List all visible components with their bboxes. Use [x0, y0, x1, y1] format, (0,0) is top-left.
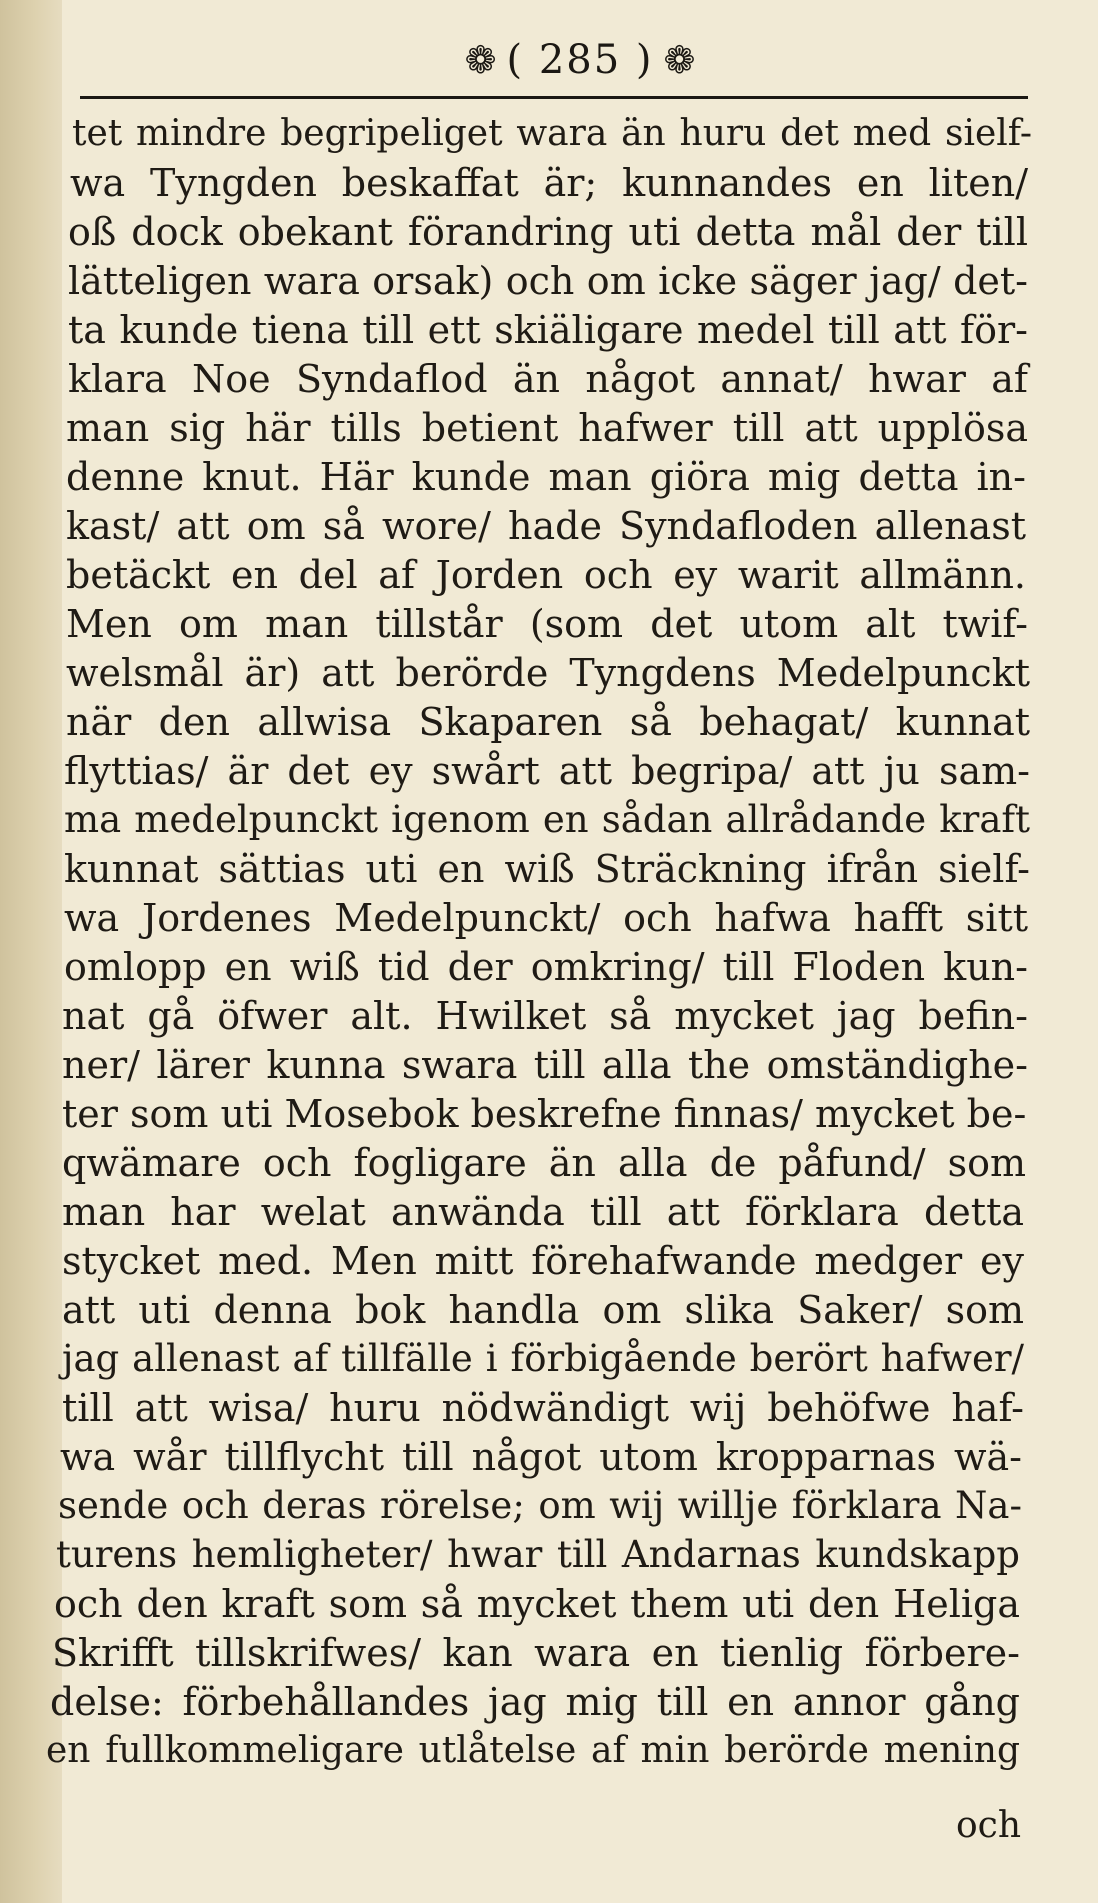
text-line: qwämare och fogligare än alla de påfund/ som: [62, 1141, 1026, 1185]
text-line: en fullkommeligare utlåtelse af min berörde mening: [46, 1730, 1020, 1771]
catchword: och: [956, 1805, 1022, 1846]
text-line: och den kraft som så mycket them uti den Heliga: [54, 1582, 1020, 1626]
page-number: ( 285 ): [506, 37, 654, 83]
text-line: kast/ att om så wore/ hade Syndafloden allenast: [66, 504, 1026, 548]
text-line: nat gå öfwer alt. Hwilket så mycket jag befin-: [62, 994, 1028, 1038]
text-line: kunnat sättias uti en wiß Sträckning ifrån sielf-: [64, 847, 1030, 891]
text-line: sende och deras rörelse; om wij willje förklara Na-: [58, 1484, 1022, 1527]
text-line: oß dock obekant förandring uti detta mål der till: [68, 210, 1028, 254]
right-ornament-icon: ❁: [663, 38, 696, 82]
text-line: denne knut. Här kunde man giöra mig detta in-: [66, 455, 1026, 499]
left-ornament-icon: ❁: [464, 38, 497, 82]
text-line: turens hemligheter/ hwar till Andarnas kundskapp: [56, 1533, 1020, 1576]
text-line: wa Tyngden beskaffat är; kunnandes en liten/: [70, 161, 1028, 205]
text-line: Skrifft tillskrifwes/ kan wara en tienlig förbere-: [52, 1631, 1020, 1675]
text-line: ter som uti Mosebok beskrefne finnas/ mycket be-: [62, 1092, 1027, 1136]
text-line: till att wisa/ huru nödwändigt wij behöfwe haf-: [62, 1386, 1024, 1430]
text-line: man har welat anwända till att förklara detta: [62, 1190, 1024, 1234]
text-line: att uti denna bok handla om slika Saker/ som: [62, 1288, 1024, 1332]
text-line: när den allwisa Skaparen så behagat/ kunnat: [66, 700, 1030, 744]
text-line: Men om man tillstår (som det utom alt twif-: [66, 602, 1028, 646]
text-line: omlopp en wiß tid der omkring/ till Floden kun-: [64, 945, 1028, 989]
text-line: flyttias/ är det ey swårt att begripa/ att ju sam-: [64, 749, 1030, 793]
text-line: ma medelpunckt igenom en sådan allrådande kraft: [64, 798, 1030, 841]
text-line: wa Jordenes Medelpunckt/ och hafwa hafft sitt: [64, 896, 1028, 940]
text-line: tet mindre begripeliget wara än huru det med sielf-: [72, 113, 1032, 154]
text-line: man sig här tills betient hafwer till att upplösa: [66, 406, 1028, 450]
text-line: ta kunde tiena till ett skiäligare medel till att för-: [68, 308, 1028, 352]
text-line: lätteligen wara orsak) och om icke säger jag/ det-: [68, 259, 1028, 303]
text-line: wa wår tillflycht till något utom kropparnas wä-: [60, 1435, 1022, 1479]
binding-gutter: [0, 0, 62, 1903]
text-line: welsmål är) att berörde Tyngdens Medelpunckt: [66, 651, 1030, 695]
book-page: [46, 0, 1098, 1903]
page-header: [62, 30, 1098, 90]
text-line: jag allenast af tillfälle i förbigående berört hafwer/: [62, 1337, 1024, 1380]
text-line: delse: förbehållandes jag mig till en annor gång: [50, 1680, 1020, 1724]
body-text: [46, 110, 1098, 1771]
text-line: stycket med. Men mitt förehafwande medger ey: [62, 1239, 1024, 1283]
text-line: ner/ lärer kunna swara till alla the omständighe-: [62, 1043, 1028, 1087]
header-rule: [80, 96, 1028, 99]
text-line: betäckt en del af Jorden och ey warit allmänn.: [66, 553, 1026, 597]
text-line: klara Noe Syndaflod än något annat/ hwar af: [68, 357, 1028, 401]
